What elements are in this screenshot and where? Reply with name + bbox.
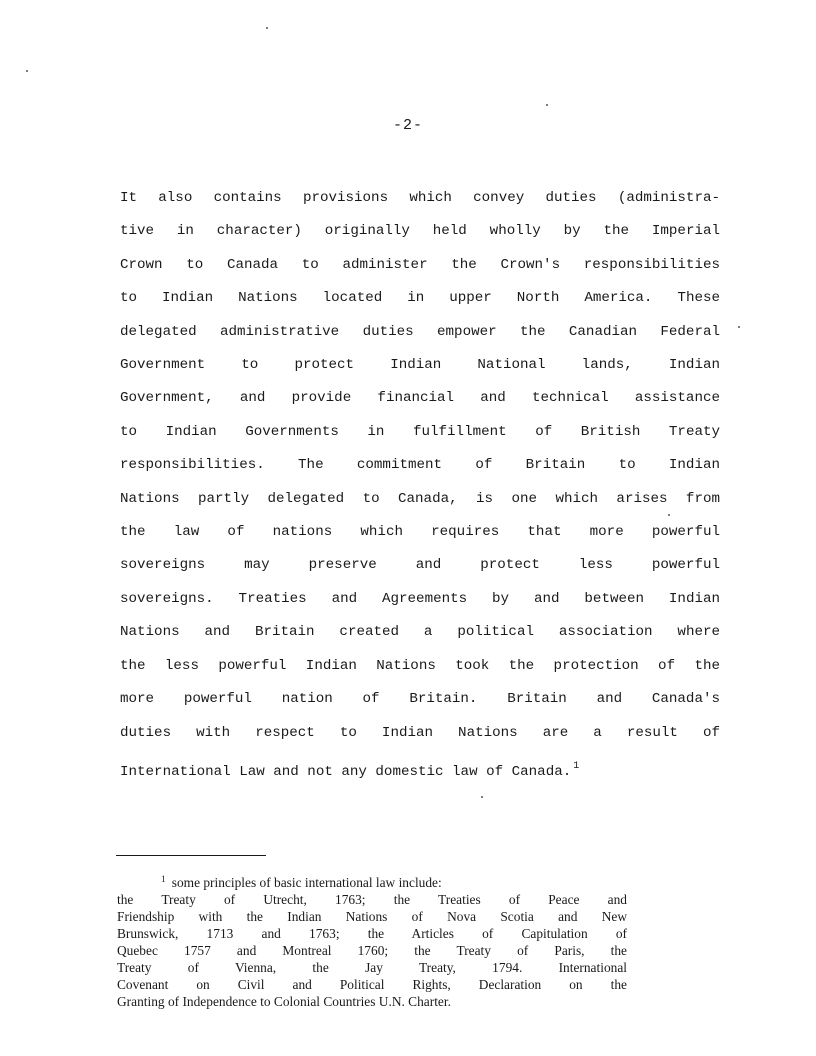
footnote	[117, 872, 627, 1010]
footnote-line: the Treaty of Utrecht, 1763; the Treaties of Peace and	[117, 892, 627, 907]
body-line: the less powerful Indian Nations took the protection of the	[120, 657, 720, 674]
body-line: to Indian Nations located in upper North America. These	[120, 290, 720, 307]
scan-speck	[546, 104, 548, 106]
body-line: sovereigns may preserve and protect less powerful	[120, 557, 720, 574]
body-line: Nations partly delegated to Canada, is one which arises from	[120, 490, 720, 507]
body-line: Crown to Canada to administer the Crown's responsibilities	[120, 256, 720, 273]
footnote-line: Covenant on Civil and Political Rights, Declaration on the	[117, 977, 627, 992]
footnote-line-first	[117, 872, 627, 891]
footnote-line-text: some principles of basic international law include:	[171, 875, 442, 890]
footnote-line: Friendship with the Indian Nations of Nova Scotia and New	[117, 909, 627, 924]
scan-speck	[668, 514, 670, 516]
scan-speck	[481, 796, 483, 798]
scan-speck	[266, 27, 268, 29]
body-line-text: International Law and not any domestic law of Canada.	[120, 763, 572, 780]
body-line: tive in character) originally held wholly by the Imperial	[120, 223, 720, 240]
footnote-marker: 1	[161, 875, 166, 885]
body-line: responsibilities. The commitment of Britain to Indian	[120, 457, 720, 474]
scan-speck	[738, 326, 740, 328]
body-line: Government to protect Indian National lands, Indian	[120, 357, 720, 374]
footnote-line: Quebec 1757 and Montreal 1760; the Treaty of Paris, the	[117, 943, 627, 958]
scan-speck	[26, 70, 28, 72]
footnote-divider	[116, 855, 266, 856]
body-line: the law of nations which requires that more powerful	[120, 524, 720, 541]
body-line: Nations and Britain created a political association where	[120, 624, 720, 641]
body-line: more powerful nation of Britain. Britain and Canada's	[120, 691, 720, 708]
footnote-line: Treaty of Vienna, the Jay Treaty, 1794. International	[117, 960, 627, 975]
body-paragraph	[120, 182, 720, 789]
footnote-line: Brunswick, 1713 and 1763; the Articles of Capitulation of	[117, 926, 627, 941]
footnote-line: Granting of Independence to Colonial Countries U.N. Charter.	[117, 994, 451, 1009]
body-line: duties with respect to Indian Nations are a result of	[120, 724, 720, 741]
body-line: delegated administrative duties empower the Canadian Federal	[120, 323, 720, 340]
body-line: Government, and provide financial and technical assistance	[120, 390, 720, 407]
body-line: It also contains provisions which convey duties (administra-	[120, 190, 720, 206]
body-line: to Indian Governments in fulfillment of British Treaty	[120, 423, 720, 440]
body-line: sovereigns. Treaties and Agreements by and between Indian	[120, 590, 720, 607]
footnote-reference: 1	[573, 760, 580, 772]
page-number: -2-	[392, 117, 423, 134]
body-line-last	[120, 750, 720, 789]
